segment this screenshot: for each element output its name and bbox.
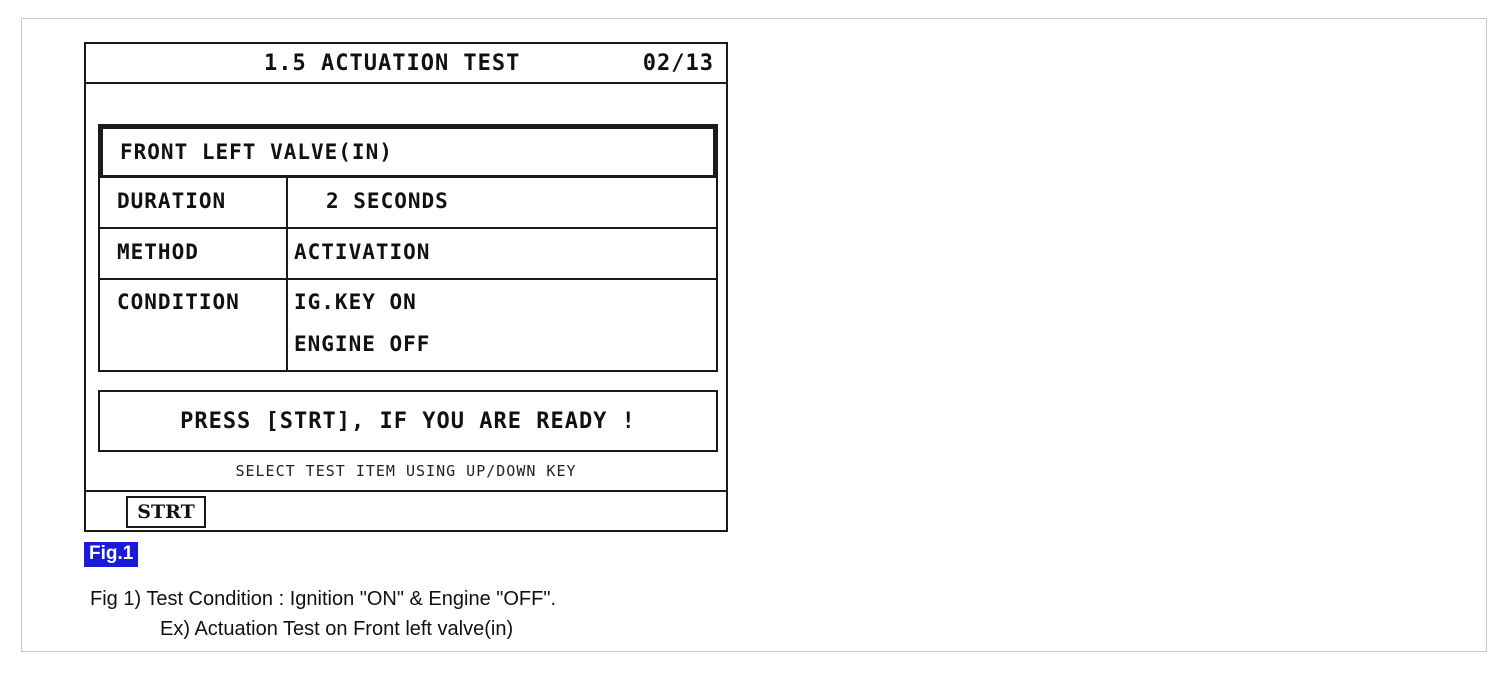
- scan-tool-screen: [84, 42, 728, 532]
- start-button[interactable]: [126, 496, 206, 528]
- test-item-table: [98, 124, 718, 372]
- row-divider: [100, 227, 716, 229]
- start-button-label: STRT: [137, 501, 195, 523]
- navigation-hint: SELECT TEST ITEM USING UP/DOWN KEY: [235, 462, 577, 480]
- title-bar: [86, 44, 726, 84]
- condition-label: CONDITION: [117, 290, 240, 314]
- duration-label: DURATION: [117, 189, 227, 213]
- duration-value: 2 SECONDS: [326, 189, 449, 213]
- test-item-header[interactable]: [100, 126, 716, 178]
- method-value: ACTIVATION: [294, 240, 431, 264]
- test-item-name: FRONT LEFT VALVE(IN): [120, 140, 393, 164]
- condition-value-line1: IG.KEY ON: [294, 290, 417, 314]
- ready-prompt-text: PRESS [STRT], IF YOU ARE READY !: [180, 408, 636, 434]
- method-label: METHOD: [117, 240, 199, 264]
- softkey-bar-divider: [86, 490, 726, 492]
- screen-title: 1.5 ACTUATION TEST: [264, 51, 521, 76]
- condition-value-line2: ENGINE OFF: [294, 332, 431, 356]
- figure-badge: Fig.1: [84, 542, 138, 567]
- column-divider: [286, 178, 288, 370]
- row-divider: [100, 278, 716, 280]
- ready-prompt: [98, 390, 718, 452]
- figure-caption-line1: Fig 1) Test Condition : Ignition "ON" & Engine "OFF".: [90, 588, 557, 610]
- figure-caption-line2: Ex) Actuation Test on Front left valve(in): [160, 618, 514, 640]
- page-indicator: 02/13: [642, 51, 714, 76]
